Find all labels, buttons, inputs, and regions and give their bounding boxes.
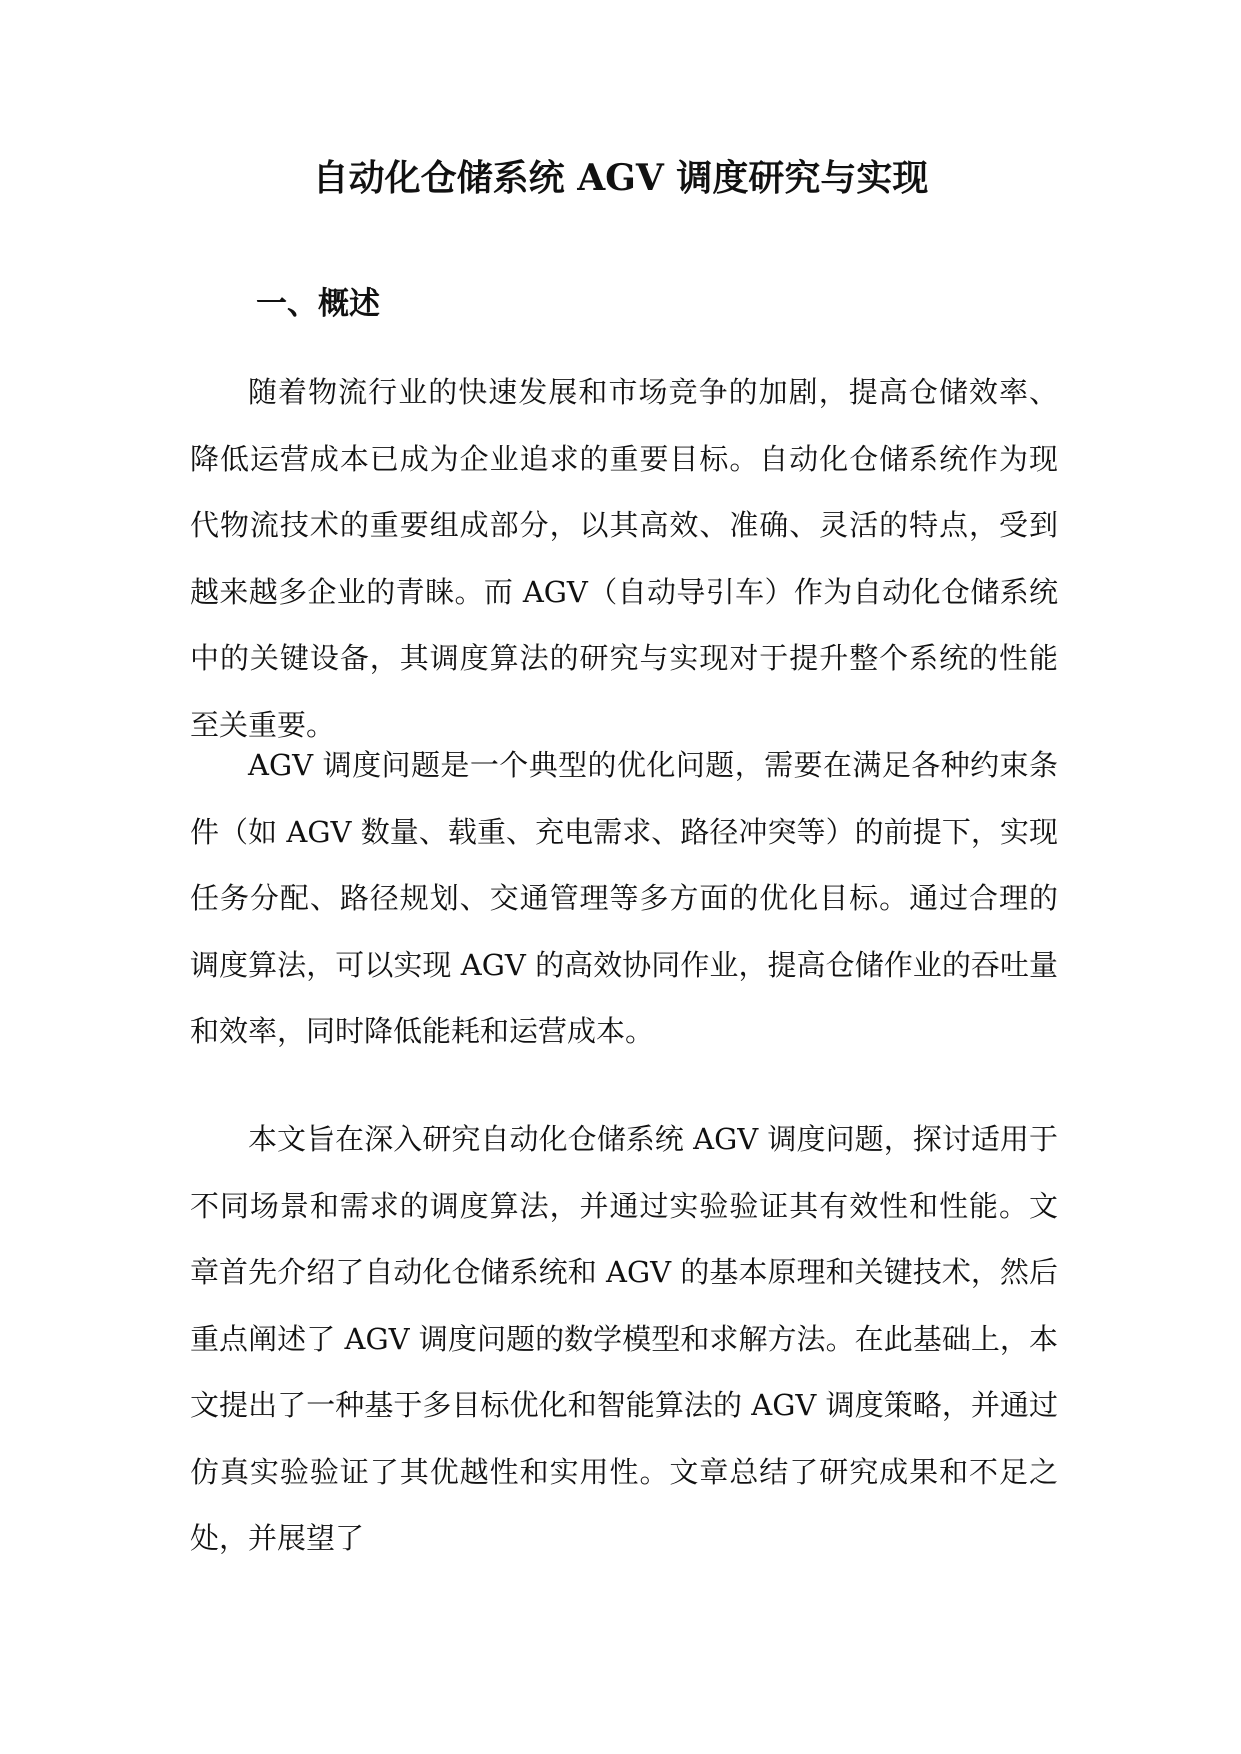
paragraph: 本文旨在深入研究自动化仓储系统 AGV 调度问题，探讨适用于不同场景和需求的调度算法，并通过实验验证其有效性和性能。文章首先介绍了自动化仓储系统和 AGV 的基本原理和关键技术，然后重点阐述了 AGV 调度问题的数学模型和求解方法。在此基础上，本文提出了一种基于多目标优化和智能算法的 AGV 调度策略，并通过仿真实验验证了其优越性和实用性。文章总结了研究成果和不足之处，并展望了: [190, 1122, 1058, 1555]
paragraph: 随着物流行业的快速发展和市场竞争的加剧，提高仓储效率、降低运营成本已成为企业追求的重要目标。自动化仓储系统作为现代物流技术的重要组成部分，以其高效、准确、灵活的特点，受到越来越多企业的青睐。而 AGV（自动导引车）作为自动化仓储系统中的关键设备，其调度算法的研究与实现对于提升整个系统的性能至关重要。: [190, 375, 1058, 742]
document-title: 自动化仓储系统 AGV 调度研究与实现: [312, 157, 929, 199]
section-heading: 一、概述: [256, 286, 380, 322]
paragraph: AGV 调度问题是一个典型的优化问题，需要在满足各种约束条件（如 AGV 数量、载重、充电需求、路径冲突等）的前提下，实现任务分配、路径规划、交通管理等多方面的优化目标。通过合理的调度算法，可以实现 AGV 的高效协同作业，提高仓储作业的吞吐量和效率，同时降低能耗和运营成本。: [190, 748, 1058, 1048]
